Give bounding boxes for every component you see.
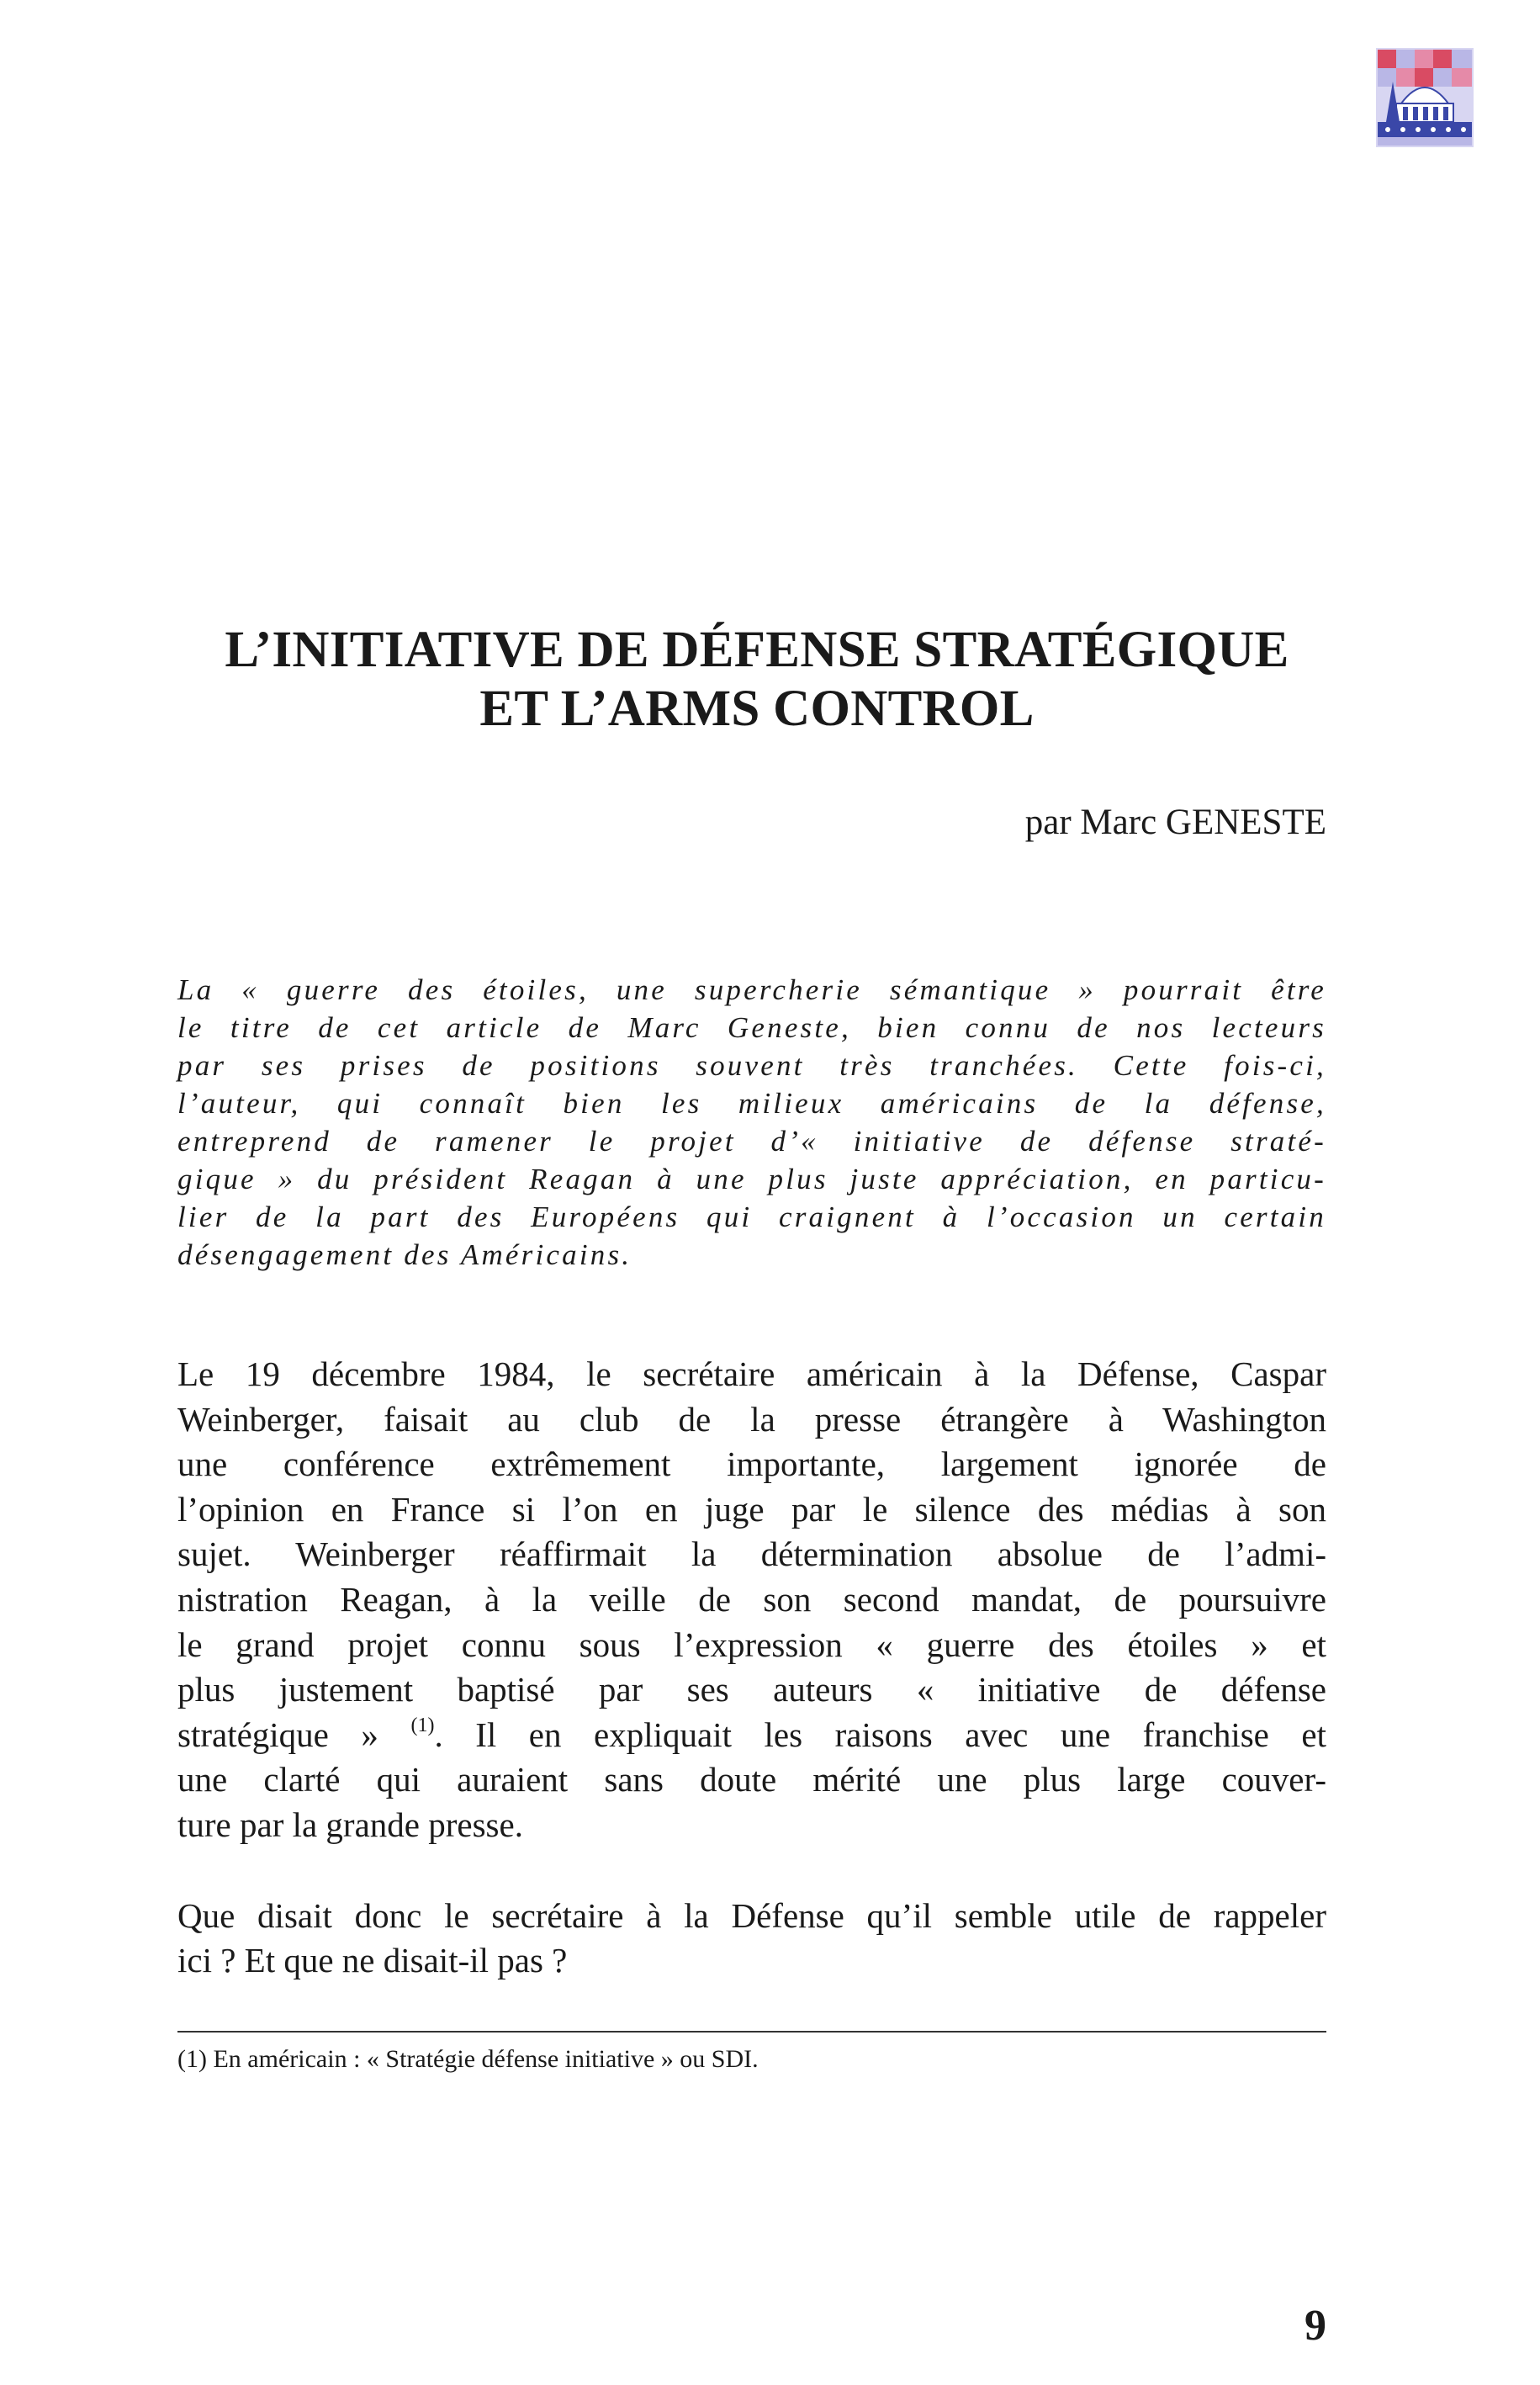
article-title (151, 621, 1363, 739)
body-line: nistration Reagan, à la veille de son second mandat, de poursuivre (177, 1579, 1326, 1619)
body-text-segment: . Il en expliquait les raisons avec une franchise et (434, 1715, 1326, 1754)
page-number: 9 (1305, 2302, 1326, 2350)
body-line: une clarté qui auraient sans doute mérité une plus large couver- (177, 1760, 1326, 1799)
author-byline: par Marc GENESTE (1024, 803, 1326, 842)
article-introduction (177, 971, 1326, 1274)
intro-line: gique » du président Reagan à une plus juste appréciation, en particu- (177, 1163, 1326, 1195)
publisher-logo-icon (1376, 48, 1474, 147)
intro-line: l’auteur, qui connaît bien les milieux américains de la défense, (177, 1087, 1326, 1120)
body-line: ici ? Et que ne disait-il pas ? (177, 1941, 568, 1980)
footnote-separator (177, 2031, 1326, 2033)
intro-line: lier de la part des Européens qui craignent à l’occasion un certain (177, 1200, 1326, 1233)
body-line: le grand projet connu sous l’expression « guerre des étoiles » et (177, 1624, 1326, 1664)
body-line: Que disait donc le secrétaire à la Défense qu’il semble utile de rappeler (177, 1895, 1326, 1935)
intro-line: La « guerre des étoiles, une supercherie sémantique » pourrait être (177, 973, 1326, 1006)
body-line: plus justement baptisé par ses auteurs « initiative de défense (177, 1670, 1326, 1709)
footnote: (1) En américain : « Stratégie défense initiative » ou SDI. (177, 2045, 759, 2073)
body-line: l’opinion en France si l’on en juge par le silence des médias à son (177, 1489, 1326, 1529)
title-line: L’INITIATIVE DE DÉFENSE STRATÉGIQUE (225, 622, 1289, 678)
intro-line: par ses prises de positions souvent très tranchées. Cette fois-ci, (177, 1049, 1326, 1082)
body-line: sujet. Weinberger réaffirmait la détermination absolue de l’admi- (177, 1534, 1326, 1574)
article-body (177, 1352, 1326, 1984)
intro-line: entreprend de ramener le projet d’« initiative de défense straté- (177, 1125, 1326, 1158)
body-text-segment: stratégique » (177, 1715, 378, 1754)
footnote-reference: (1) (410, 1714, 435, 1736)
body-line: Weinberger, faisait au club de la presse étrangère à Washington (177, 1399, 1326, 1439)
intro-line: désengagement des Américains. (177, 1238, 632, 1271)
body-line (177, 1713, 1326, 1758)
body-line: ture par la grande presse. (177, 1805, 523, 1844)
body-line: une conférence extrêmement importante, largement ignorée de (177, 1444, 1326, 1484)
title-line: ET L’ARMS CONTROL (479, 681, 1035, 737)
body-line: Le 19 décembre 1984, le secrétaire américain à la Défense, Caspar (177, 1354, 1326, 1393)
intro-line: le titre de cet article de Marc Geneste, bien connu de nos lecteurs (177, 1011, 1326, 1044)
